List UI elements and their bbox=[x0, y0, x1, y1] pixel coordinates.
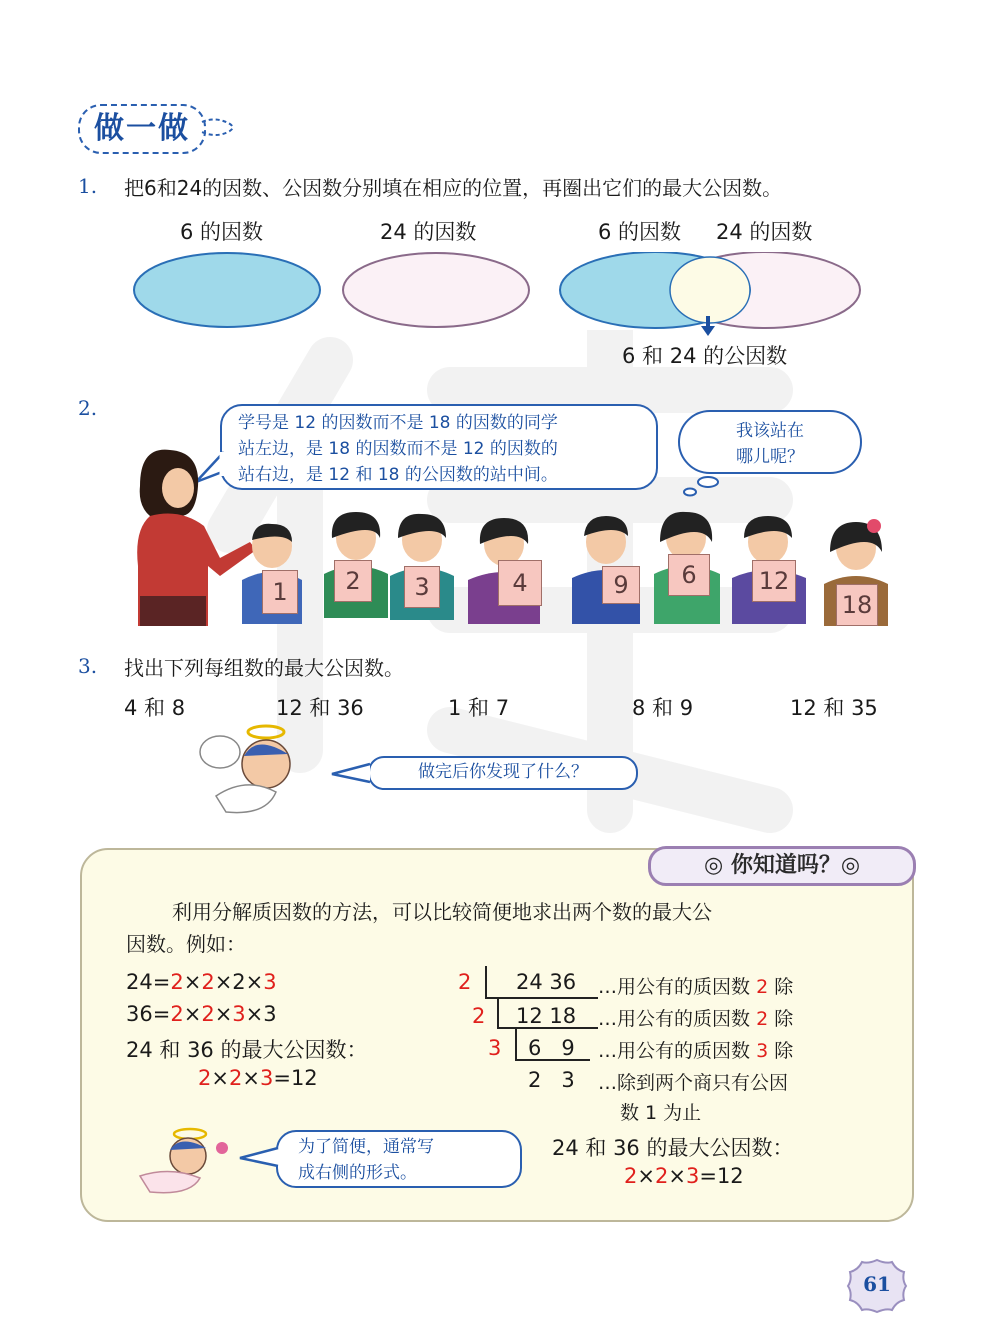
note-3-num: 3 bbox=[756, 1040, 769, 1062]
gcf-equation-2 bbox=[624, 1164, 744, 1188]
gcf2-factor-2: 2 bbox=[654, 1164, 669, 1188]
did-you-know-title: ◎ 你知道吗？◎ bbox=[648, 846, 916, 886]
q1-ellipses bbox=[130, 252, 870, 340]
ladder-divisor-1: 2 bbox=[458, 970, 472, 994]
dyk-intro-line-2: 因数。例如： bbox=[126, 932, 246, 956]
section-title-badge: 做一做 bbox=[78, 104, 206, 154]
pair-12-35: 12 和 35 bbox=[790, 696, 878, 720]
gcf-result: =12 bbox=[273, 1066, 318, 1090]
eq36-times-2: × bbox=[214, 1002, 233, 1026]
eq24-times-2: ×2× bbox=[214, 970, 264, 994]
note-2-num: 2 bbox=[756, 1008, 769, 1030]
question-3-number: 3. bbox=[78, 654, 98, 678]
ellipse-factors-24[interactable] bbox=[343, 253, 529, 327]
pair-1-7: 1 和 7 bbox=[448, 696, 510, 720]
gcf2-factor-3: 3 bbox=[685, 1164, 700, 1188]
angel-illustration bbox=[196, 716, 308, 816]
note-1-text: …用公有的质因数 bbox=[598, 976, 751, 998]
eq36-times-1: × bbox=[183, 1002, 202, 1026]
number-card-2: 2 bbox=[334, 560, 372, 602]
note-3-text: …用公有的质因数 bbox=[598, 1040, 751, 1062]
mascot-speech-bubble bbox=[276, 1130, 522, 1188]
ladder-row-3: 6 9 bbox=[528, 1036, 575, 1060]
angel-bubble-tail bbox=[330, 760, 372, 786]
gcf-label: 24 和 36 的最大公因数： bbox=[126, 1038, 368, 1062]
gcf-equation bbox=[198, 1066, 318, 1090]
question-2-number: 2. bbox=[78, 396, 98, 420]
gcf2-times-1: × bbox=[637, 1164, 655, 1188]
ladder-note-4-cont: 数 1 为止 bbox=[620, 1102, 702, 1124]
thought-bubble-dots bbox=[676, 470, 726, 500]
eq36-left: 36= bbox=[126, 1002, 171, 1026]
eq24-factor-3: 3 bbox=[263, 970, 277, 994]
badge-tail-decoration bbox=[200, 116, 234, 138]
teacher-bubble-line-3: 站右边，是 12 和 18 的公因数的站中间。 bbox=[238, 465, 558, 485]
label-common-factors: 6 和 24 的公因数 bbox=[622, 344, 788, 368]
ladder-note-3 bbox=[598, 1036, 793, 1063]
note-1-end: 除 bbox=[774, 976, 794, 998]
number-card-4: 4 bbox=[498, 560, 542, 606]
gcf-times-2: × bbox=[242, 1066, 260, 1090]
number-card-1: 1 bbox=[262, 570, 298, 614]
label-factors-6: 6 的因数 bbox=[180, 220, 264, 244]
ladder-note-4: …除到两个商只有公因 bbox=[598, 1072, 789, 1094]
pair-8-9: 8 和 9 bbox=[632, 696, 694, 720]
page-number: 61 bbox=[863, 1272, 891, 1296]
mascot-bubble-tail bbox=[238, 1146, 280, 1170]
factorization-24 bbox=[126, 970, 277, 994]
question-3-text: 找出下列每组数的最大公因数。 bbox=[124, 656, 404, 680]
note-2-end: 除 bbox=[774, 1008, 794, 1030]
ladder-divisor-3: 3 bbox=[488, 1036, 502, 1060]
ladder-note-1 bbox=[598, 972, 793, 999]
number-card-3: 3 bbox=[404, 566, 440, 608]
thought-line-2: 哪儿呢？ bbox=[736, 447, 804, 467]
eq24-times-1: × bbox=[183, 970, 202, 994]
teacher-bubble-line-1: 学号是 12 的因数而不是 18 的因数的同学 bbox=[238, 413, 558, 433]
eq36-factor-3: 3 bbox=[232, 1002, 246, 1026]
teacher-bubble-line-2: 站左边，是 18 的因数而不是 12 的因数的 bbox=[238, 439, 558, 459]
eq36-factor-1: 2 bbox=[170, 1002, 184, 1026]
question-1-text: 把6和24的因数、公因数分别填在相应的位置，再圈出它们的最大公因数。 bbox=[124, 176, 783, 200]
eq24-factor-2: 2 bbox=[201, 970, 215, 994]
gcf-factor-1: 2 bbox=[198, 1066, 212, 1090]
number-card-6: 6 bbox=[668, 554, 710, 596]
mascot-illustration bbox=[130, 1126, 240, 1196]
number-card-12: 12 bbox=[752, 560, 796, 602]
venn-intersection[interactable] bbox=[670, 257, 750, 323]
pair-12-36: 12 和 36 bbox=[276, 696, 364, 720]
ladder-row-1: 24 36 bbox=[516, 970, 577, 994]
dyk-intro-line-1: 利用分解质因数的方法，可以比较简便地求出两个数的最大公 bbox=[172, 900, 712, 924]
mascot-bubble-line-1: 为了简便，通常写 bbox=[298, 1137, 434, 1157]
label-venn-6: 6 的因数 bbox=[598, 220, 682, 244]
number-card-18: 18 bbox=[836, 584, 878, 626]
eq36-factor-2: 2 bbox=[201, 1002, 215, 1026]
gcf-times-1: × bbox=[211, 1066, 229, 1090]
label-venn-24: 24 的因数 bbox=[716, 220, 813, 244]
ladder-row-2: 12 18 bbox=[516, 1004, 577, 1028]
gcf2-times-2: × bbox=[668, 1164, 686, 1188]
gcf-factor-2: 2 bbox=[228, 1066, 243, 1090]
ladder-row-4: 2 3 bbox=[528, 1068, 575, 1092]
eq24-left: 24= bbox=[126, 970, 171, 994]
label-factors-24: 24 的因数 bbox=[380, 220, 477, 244]
gcf2-factor-1: 2 bbox=[624, 1164, 638, 1188]
note-2-text: …用公有的质因数 bbox=[598, 1008, 751, 1030]
teacher-speech-bubble bbox=[220, 404, 658, 490]
thought-line-1: 我该站在 bbox=[736, 421, 804, 441]
gcf-label-2: 24 和 36 的最大公因数： bbox=[552, 1136, 794, 1160]
note-3-end: 除 bbox=[774, 1040, 794, 1062]
gcf2-result: =12 bbox=[699, 1164, 744, 1188]
angel-speech-bubble: 做完后你发现了什么？ bbox=[368, 756, 638, 790]
ellipse-factors-6[interactable] bbox=[134, 253, 320, 327]
number-card-9: 9 bbox=[602, 566, 640, 604]
ladder-note-2 bbox=[598, 1004, 793, 1031]
student-thought-bubble bbox=[678, 410, 862, 474]
pair-4-8: 4 和 8 bbox=[124, 696, 186, 720]
factorization-36 bbox=[126, 1002, 277, 1026]
gcf-factor-3: 3 bbox=[259, 1066, 274, 1090]
eq36-rest: ×3 bbox=[245, 1002, 277, 1026]
eq24-factor-1: 2 bbox=[170, 970, 184, 994]
mascot-bubble-line-2: 成右侧的形式。 bbox=[298, 1163, 417, 1183]
ladder-divisor-2: 2 bbox=[472, 1004, 486, 1028]
note-1-num: 2 bbox=[756, 976, 769, 998]
question-1-number: 1. bbox=[78, 174, 98, 198]
